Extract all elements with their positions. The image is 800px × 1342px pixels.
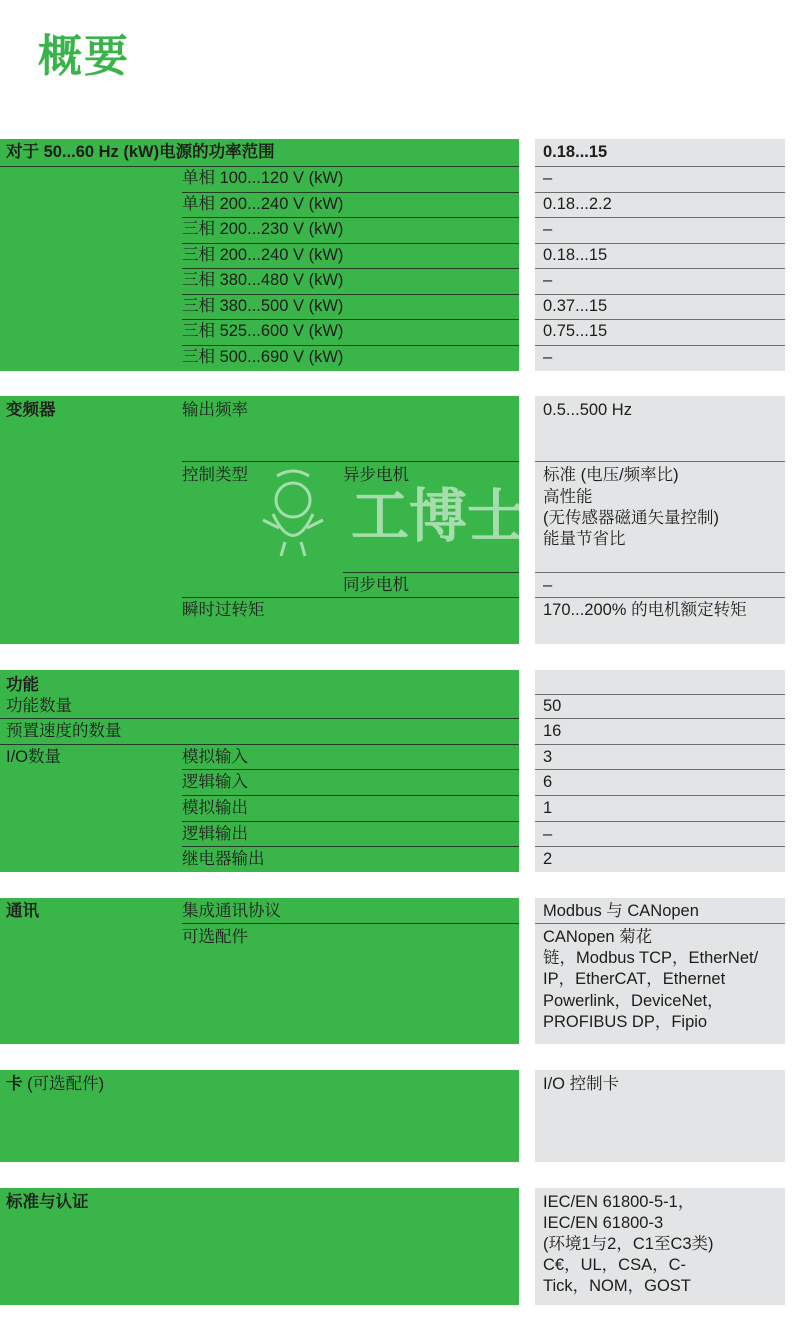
divider [535, 572, 785, 573]
divider [535, 217, 785, 218]
power-row-value: 0.75...15 [543, 322, 608, 340]
integrated-protocol-label: 集成通讯协议 [182, 902, 281, 920]
power-row-label: 三相 500...690 V (kW) [182, 348, 344, 366]
standards-value: (环境1与2，C1至C3类) [543, 1235, 714, 1253]
power-row-value: – [543, 220, 553, 238]
divider [343, 572, 519, 573]
io-row-label: 继电器输出 [182, 850, 265, 868]
divider [182, 217, 519, 218]
output-frequency-value: 0.5...500 Hz [543, 401, 632, 419]
optional-protocol-value: PROFIBUS DP，Fipio [543, 1013, 708, 1031]
inverter-header: 变频器 [6, 401, 56, 419]
power-row-label: 三相 200...230 V (kW) [182, 220, 344, 238]
cards-header-bold: 卡 [6, 1075, 23, 1093]
divider [182, 243, 519, 244]
power-row-label: 单相 100...120 V (kW) [182, 169, 344, 187]
control-type-label: 控制类型 [182, 466, 248, 484]
functions-value-panel [535, 670, 785, 872]
comms-header: 通讯 [6, 902, 39, 920]
standards-value: C€，UL，CSA，C- [543, 1256, 687, 1274]
power-row-label: 三相 525...600 V (kW) [182, 322, 344, 340]
io-row-value: 6 [543, 773, 553, 791]
functions-label-panel [0, 670, 519, 872]
standards-value: Tick，NOM，GOST [543, 1277, 691, 1295]
power-row-value: 0.18...2.2 [543, 195, 612, 213]
power-range-header-value: 0.18...15 [543, 143, 608, 161]
standards-header: 标准与认证 [6, 1193, 89, 1211]
power-range-header: 对于 50...60 Hz (kW)电源的功率范围 [6, 143, 275, 161]
cards-header-rest: (可选配件) [22, 1075, 105, 1093]
divider [535, 821, 785, 822]
sync-motor-value: – [543, 576, 553, 594]
divider [535, 597, 785, 598]
preset-speeds-value: 16 [543, 722, 562, 740]
divider [182, 795, 519, 796]
output-frequency-label: 输出频率 [182, 401, 248, 419]
divider [182, 461, 519, 462]
divider [0, 166, 519, 167]
standards-value: IEC/EN 61800-5-1， [543, 1193, 695, 1211]
divider [535, 243, 785, 244]
function-count-label: 功能数量 [6, 697, 72, 715]
integrated-protocol-value: Modbus 与 CANopen [543, 902, 699, 920]
io-row-label: 模拟输出 [182, 799, 248, 817]
async-motor-value: 高性能 [543, 488, 593, 506]
standards-value: IEC/EN 61800-3 [543, 1214, 664, 1232]
divider [535, 294, 785, 295]
divider [0, 718, 519, 719]
divider [535, 461, 785, 462]
power-row-value: – [543, 271, 553, 289]
optional-accessories-label: 可选配件 [182, 928, 248, 946]
async-motor-value: 能量节省比 [543, 530, 626, 548]
io-row-label: 逻辑输出 [182, 825, 248, 843]
page-title: 概要 [38, 31, 130, 82]
preset-speeds-label: 预置速度的数量 [6, 722, 122, 740]
divider [182, 923, 519, 924]
divider [182, 769, 519, 770]
transient-torque-label: 瞬时过转矩 [182, 601, 265, 619]
divider [182, 345, 519, 346]
power-row-value: – [543, 169, 553, 187]
power-row-label: 单相 200...240 V (kW) [182, 195, 344, 213]
divider [535, 192, 785, 193]
divider [535, 319, 785, 320]
divider [0, 744, 519, 745]
optional-protocol-value: CANopen 菊花 [543, 928, 653, 946]
async-motor-value: 标准 (电压/频率比) [543, 466, 679, 484]
divider [182, 597, 519, 598]
cards-header [6, 1074, 104, 1095]
divider [535, 744, 785, 745]
divider [182, 319, 519, 320]
async-motor-label: 异步电机 [343, 466, 409, 484]
divider [535, 846, 785, 847]
divider [182, 192, 519, 193]
divider [535, 268, 785, 269]
divider [535, 718, 785, 719]
io-row-label: 逻辑输入 [182, 773, 248, 791]
sync-motor-label: 同步电机 [343, 576, 409, 594]
power-row-value: – [543, 348, 553, 366]
io-row-label: 模拟输入 [182, 748, 248, 766]
async-motor-value: (无传感器磁通矢量控制) [543, 509, 719, 527]
divider [535, 345, 785, 346]
io-row-value: 2 [543, 850, 553, 868]
functions-header: 功能 [6, 676, 39, 694]
optional-protocol-value: IP，EtherCAT，Ethernet [543, 970, 726, 988]
io-row-value: 1 [543, 799, 553, 817]
power-row-label: 三相 380...480 V (kW) [182, 271, 344, 289]
power-row-value: 0.37...15 [543, 297, 608, 315]
optional-protocol-value: 链，Modbus TCP，EtherNet/ [543, 949, 759, 967]
divider [535, 694, 785, 695]
power-row-label: 三相 200...240 V (kW) [182, 246, 344, 264]
divider [182, 846, 519, 847]
transient-torque-value: 170...200% 的电机额定转矩 [543, 601, 747, 619]
cards-value: I/O 控制卡 [543, 1075, 620, 1093]
power-row-value: 0.18...15 [543, 246, 608, 264]
optional-protocol-value: Powerlink，DeviceNet， [543, 992, 724, 1010]
power-row-label: 三相 380...500 V (kW) [182, 297, 344, 315]
divider [535, 769, 785, 770]
io-row-value: – [543, 825, 553, 843]
io-count-label: I/O数量 [6, 748, 62, 766]
function-count-value: 50 [543, 697, 562, 715]
divider [535, 795, 785, 796]
io-row-value: 3 [543, 748, 553, 766]
watermark-text: 工博士 [351, 482, 526, 550]
divider [182, 821, 519, 822]
divider [182, 294, 519, 295]
divider [535, 166, 785, 167]
divider [535, 923, 785, 924]
divider [182, 268, 519, 269]
